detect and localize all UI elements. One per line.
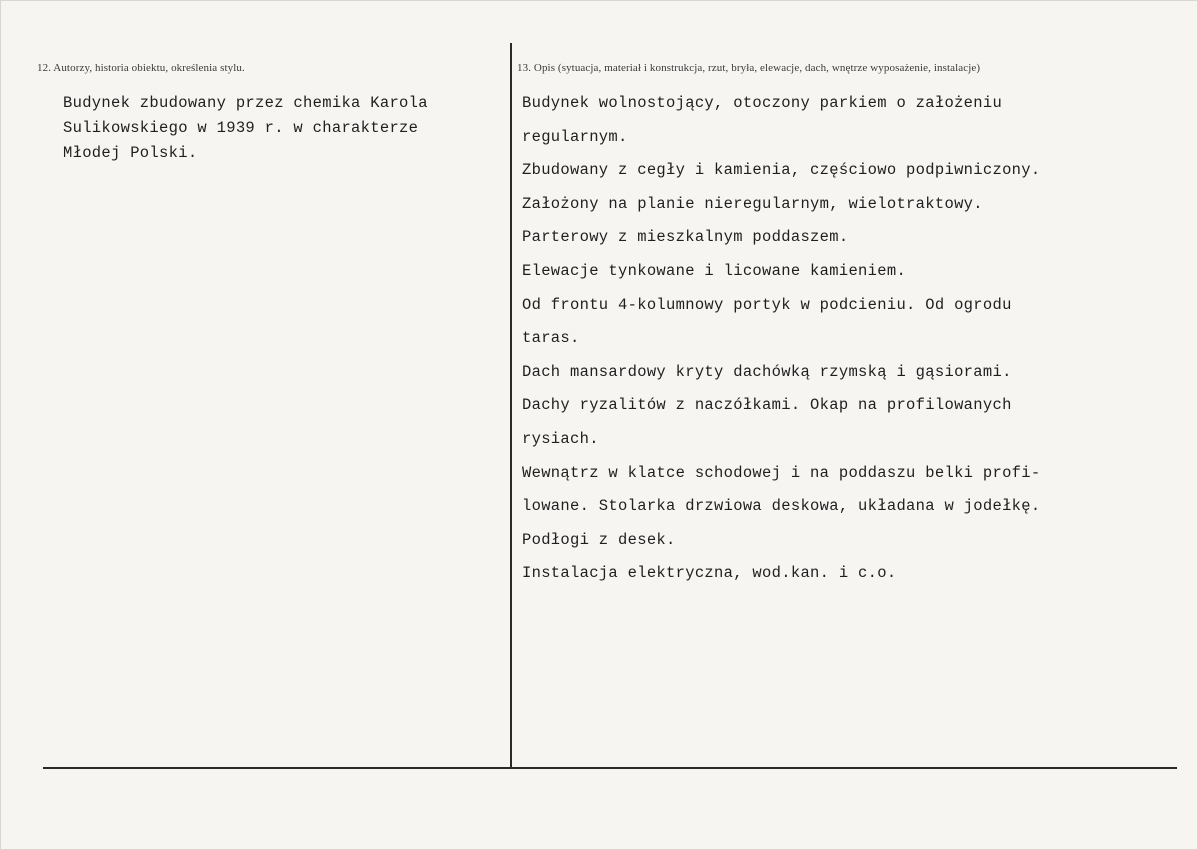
section-13-text [522,89,1040,593]
text-line: Dach mansardowy kryty dachówką rzymską i gąsiorami. [522,362,1012,381]
text-line: Zbudowany z cegły i kamienia, częściowo podpiwniczony. [522,161,1041,180]
text-line: lowane. Stolarka drzwiowa deskowa, układana w jodełkę. [522,497,1041,516]
section-13-label: 13. Opis (sytuacja, materiał i konstrukcja, rzut, bryła, elewacje, dach, wnętrze wyposażenie, instalacje) [517,62,981,74]
text-line: Budynek zbudowany przez chemika Karola [63,94,428,112]
section-12-text [63,91,428,166]
text-line: Budynek wolnostojący, otoczony parkiem o założeniu [522,94,1003,112]
text-line: Młodej Polski. [63,144,198,162]
text-line: Elewacje tynkowane i licowane kamieniem. [522,261,907,280]
text-line: Instalacja elektryczna, wod.kan. i c.o. [522,564,897,583]
text-line: Od frontu 4-kolumnowy portyk w podcieniu. Od ogrodu [522,295,1012,314]
section-12-label: 12. Autorzy, historia obiektu, określenia stylu. [37,62,245,74]
text-line: Założony na planie nieregularnym, wielotraktowy. [522,194,983,213]
text-line: regularnym. [522,127,628,146]
text-line: Dachy ryzalitów z naczółkami. Okap na profilowanych [522,396,1012,415]
column-divider [510,43,512,768]
text-line: Podłogi z desek. [522,530,676,549]
text-line: Parterowy z mieszkalnym poddaszem. [522,228,849,247]
text-line: taras. [522,329,580,348]
bottom-rule [43,767,1177,769]
text-line: Sulikowskiego w 1939 r. w charakterze [63,119,419,137]
text-line: Wewnątrz w klatce schodowej i na poddaszu belki profi- [522,463,1041,482]
text-line: rysiach. [522,429,599,448]
